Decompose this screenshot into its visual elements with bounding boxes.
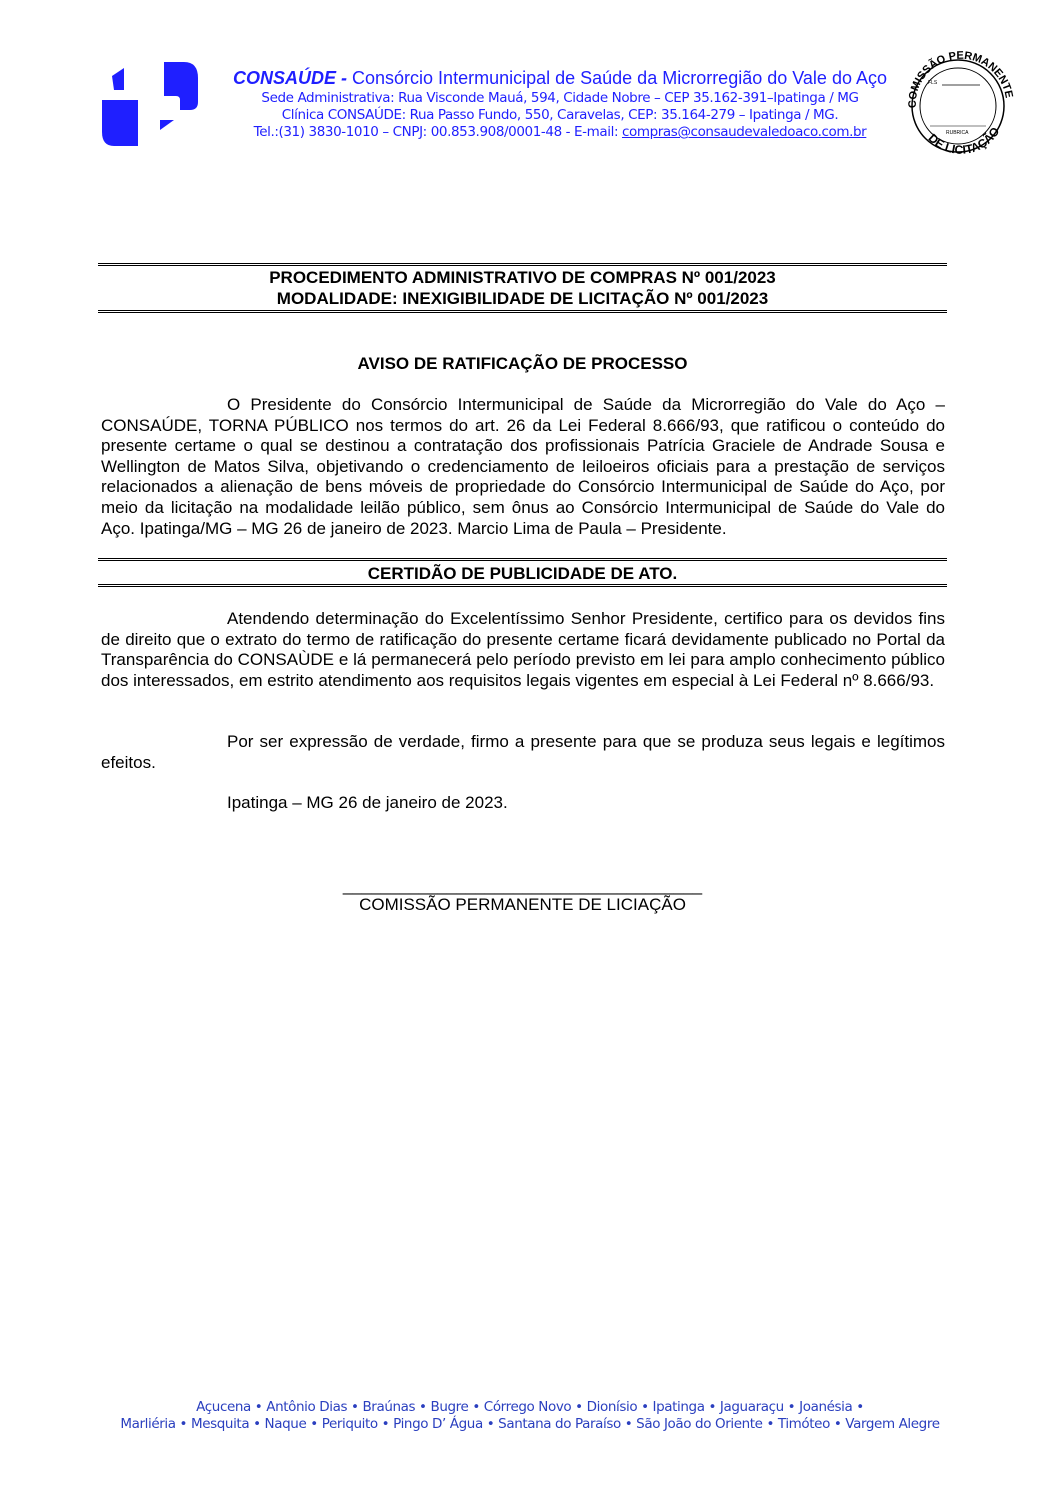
contact-line xyxy=(200,124,920,140)
stamp-rubrica: RUBRICA xyxy=(946,130,969,136)
certificate-body-2 xyxy=(101,732,945,773)
certificate-body-1 xyxy=(101,609,945,691)
org-full-name: Consórcio Intermunicipal de Saúde da Microrregião do Vale do Aço xyxy=(347,68,887,88)
divider xyxy=(98,584,947,587)
stamp-fls: FLS xyxy=(928,80,938,86)
certificate-title: CERTIDÃO DE PUBLICIDADE DE ATO. xyxy=(367,564,678,583)
org-title xyxy=(200,68,920,89)
signatory: COMISSÃO PERMANENTE DE LICIAÇÃO xyxy=(359,895,686,914)
email-link[interactable]: compras@consaudevaledoaco.com.br xyxy=(621,124,867,140)
certificate-text-1: Atendendo determinação do Excelentíssimo Senhor Presidente, certifico para os devidos fins de direito que o extrato do termo de ratificação do presente certame ficará devidamente publicado no Portal da Transparência do CONSAÙDE e lá permanecerá pelo período previsto em lei para amplo conhecimento público dos interessados, em estrito atendimento aos requisitos legais vigentes em especial à Lei Federal nº 8.666/93. xyxy=(101,609,945,690)
footer-municipalities-2: Marliéria • Mesquita • Naque • Periquito • Pingo D’ Água • Santana do Paraíso • São João do Oriente • Timóteo • Vargem Alegre xyxy=(120,1416,940,1432)
notice-title: AVISO DE RATIFICAÇÃO DE PROCESSO xyxy=(357,354,688,373)
notice-body xyxy=(101,395,945,539)
org-name: CONSAÚDE - xyxy=(233,68,348,88)
procedure-modality: MODALIDADE: INEXIGIBILIDADE DE LICITAÇÃO Nº 001/2023 xyxy=(276,289,769,308)
signature-line: ______________________________________ xyxy=(342,876,703,895)
address-line-2: Clínica CONSAÚDE: Rua Passo Fundo, 550, Caravelas, CEP: 35.164-279 – Ipatinga / MG. xyxy=(281,107,839,123)
stamp-top-text: COMISSÃO PERMANENTE xyxy=(906,49,1015,109)
contact-text: Tel.:(31) 3830-1010 – CNPJ: 00.853.908/0001-48 - E-mail: xyxy=(253,124,622,140)
footer-municipalities-1: Açucena • Antônio Dias • Braúnas • Bugre • Córrego Novo • Dionísio • Ipatinga • Jaguaraçu • Joanésia • xyxy=(196,1399,864,1415)
commission-stamp xyxy=(900,48,1016,164)
stamp-bottom-text: DE LICITAÇÃO xyxy=(925,124,1003,157)
procedure-number: PROCEDIMENTO ADMINISTRATIVO DE COMPRAS Nº 001/2023 xyxy=(269,268,776,287)
divider xyxy=(98,310,947,313)
consaude-logo xyxy=(100,60,200,148)
divider xyxy=(98,558,947,561)
certificate-date xyxy=(101,793,945,814)
date-text: Ipatinga – MG 26 de janeiro de 2023. xyxy=(227,793,508,812)
notice-text: O Presidente do Consórcio Intermunicipal de Saúde da Microrregião do Vale do Aço – CONSAÚDE, TORNA PÚBLICO nos termos do art. 26 da Lei Federal 8.666/93, que ratificou o conteúdo do presente certame o qual se destinou a contratação dos profissionais Patrícia Graciele de Andrade Sousa e Wellington de Matos Silva, objetivando o credenciamento de leiloeiros oficiais para a prestação de serviços relacionados a alienação de bens móveis de propriedade do Consórcio Intermunicipal de Saúde do Aço, por meio da licitação na modalidade leilão público, sem ônus ao Consórcio Intermunicipal de Saúde do Vale do Aço. Ipatinga/MG – MG 26 de janeiro de 2023. Marcio Lima de Paula – Presidente. xyxy=(101,395,945,538)
svg-text:COMISSÃO PERMANENTE xyxy=(907,50,1015,108)
address-line-1: Sede Administrativa: Rua Visconde Mauá, 594, Cidade Nobre – CEP 35.162-391–Ipatinga / MG xyxy=(261,90,859,106)
certificate-text-2: Por ser expressão de verdade, firmo a presente para que se produza seus legais e legítimos efeitos. xyxy=(101,732,945,772)
divider xyxy=(98,263,947,266)
